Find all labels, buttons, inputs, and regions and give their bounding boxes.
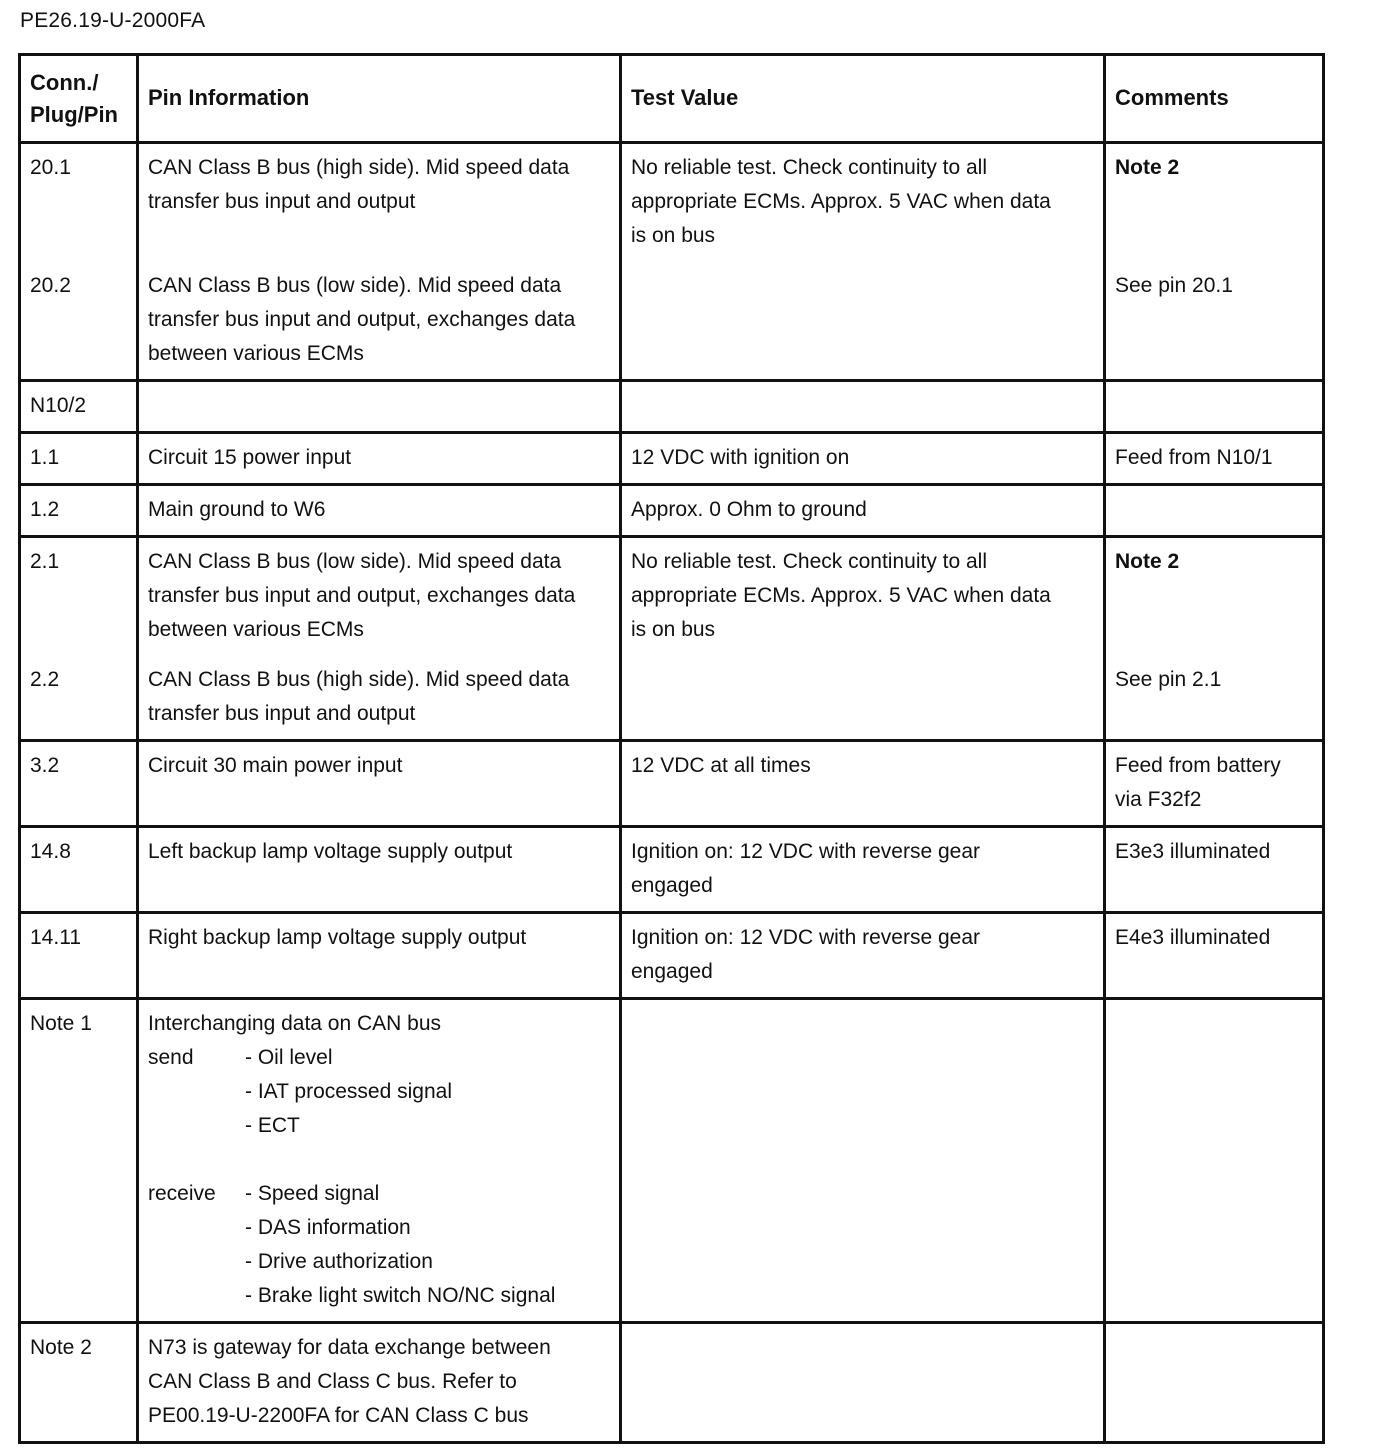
pin-info-cell: Left backup lamp voltage supply output (138, 827, 621, 913)
comments-cell (1105, 143, 1324, 381)
receive-item: - Drive authorization (245, 1250, 433, 1273)
note-line: N73 is gateway for data exchange between (148, 1336, 551, 1359)
pin-cell: 14.8 (20, 827, 138, 913)
pin-info-line: CAN Class B bus (high side). Mid speed data (148, 668, 570, 691)
send-item: - ECT (245, 1114, 300, 1137)
test-value-cell: 12 VDC with ignition on (621, 433, 1105, 485)
comment-text: See pin 20.1 (1115, 274, 1233, 297)
test-value-line: Ignition on: 12 VDC with reverse gear (631, 840, 981, 863)
send-item: - IAT processed signal (245, 1080, 452, 1103)
comments-cell (1105, 1323, 1324, 1443)
comments-cell: E3e3 illuminated (1105, 827, 1324, 913)
test-value-cell (621, 537, 1105, 741)
pin-info-line: CAN Class B bus (low side). Mid speed data (148, 550, 562, 573)
table-row (20, 827, 1324, 913)
note-receive-line (148, 1279, 611, 1313)
pin-info-cell: Main ground to W6 (138, 485, 621, 537)
header-row (20, 55, 1324, 143)
pin-info-line: between various ECMs (148, 618, 364, 641)
receive-label: receive (148, 1182, 216, 1205)
test-value-line: is on bus (631, 224, 716, 247)
test-value-cell (621, 999, 1105, 1323)
pin-info-line: CAN Class B bus (low side). Mid speed data (148, 274, 562, 297)
pin-info-cell: Circuit 30 main power input (138, 741, 621, 827)
test-value-line: is on bus (631, 618, 716, 641)
comments-cell (1105, 999, 1324, 1323)
pin-info-line: transfer bus input and output (148, 190, 416, 213)
comment-text: via F32f2 (1115, 788, 1202, 811)
pin-cell (20, 537, 138, 741)
table-row (20, 433, 1324, 485)
comments-cell (1105, 741, 1324, 827)
test-value-line: No reliable test. Check continuity to all (631, 156, 988, 179)
pin-cell: 3.2 (20, 741, 138, 827)
test-value-cell (621, 1323, 1105, 1443)
header-conn-line1: Conn./ (30, 69, 99, 95)
header-conn-plug-pin (20, 55, 138, 143)
header-test-value: Test Value (621, 55, 1105, 143)
pin-label: 2.2 (30, 668, 60, 691)
table-row (20, 537, 1324, 741)
pin-info-cell: Circuit 15 power input (138, 433, 621, 485)
document-id: PE26.19-U-2000FA (20, 9, 206, 32)
test-value-line: Ignition on: 12 VDC with reverse gear (631, 926, 981, 949)
send-label: send (148, 1046, 194, 1069)
note-send-line (148, 1041, 611, 1075)
pin-cell (20, 143, 138, 381)
test-value-line: appropriate ECMs. Approx. 5 VAC when data (631, 584, 1051, 607)
pin-label: 20.1 (30, 156, 71, 179)
pin-cell: N10/2 (20, 381, 138, 433)
pin-info-line: transfer bus input and output, exchanges data (148, 308, 576, 331)
pin-info-cell (138, 537, 621, 741)
pin-info-line: between various ECMs (148, 342, 364, 365)
test-value-line: engaged (631, 874, 713, 897)
note-receive-line (148, 1177, 611, 1211)
pin-label: 20.2 (30, 274, 71, 297)
table-row (20, 381, 1324, 433)
note-receive-line (148, 1245, 611, 1279)
test-value-cell (621, 913, 1105, 999)
note-send-line (148, 1075, 611, 1109)
send-item: - Oil level (245, 1046, 333, 1069)
pin-cell: 1.1 (20, 433, 138, 485)
test-value-cell (621, 827, 1105, 913)
note-line: CAN Class B and Class C bus. Refer to (148, 1370, 517, 1393)
note-content-cell (138, 999, 621, 1323)
receive-item: - DAS information (245, 1216, 411, 1239)
pin-label: 2.1 (30, 550, 60, 573)
note-label: Note 1 (20, 999, 138, 1323)
pin-cell: 1.2 (20, 485, 138, 537)
pin-information-table (18, 53, 1325, 1444)
table-row (20, 741, 1324, 827)
comment-text: Note 2 (1115, 550, 1180, 573)
pin-info-line: transfer bus input and output, exchanges data (148, 584, 576, 607)
table-row (20, 143, 1324, 381)
note-line: PE00.19-U-2200FA for CAN Class C bus (148, 1404, 529, 1427)
pin-info-cell (138, 143, 621, 381)
note-send-line (148, 1109, 611, 1143)
header-comments: Comments (1105, 55, 1324, 143)
note-receive-line (148, 1211, 611, 1245)
note-title: Interchanging data on CAN bus (148, 1012, 442, 1035)
comments-cell (1105, 537, 1324, 741)
test-value-cell: Approx. 0 Ohm to ground (621, 485, 1105, 537)
header-conn-line2: Plug/Pin (30, 101, 118, 127)
pin-info-line: CAN Class B bus (high side). Mid speed data (148, 156, 570, 179)
receive-item: - Brake light switch NO/NC signal (245, 1284, 556, 1307)
comments-cell (1105, 485, 1324, 537)
receive-item: - Speed signal (245, 1182, 380, 1205)
test-value-line: No reliable test. Check continuity to all (631, 550, 988, 573)
table-row (20, 913, 1324, 999)
test-value-line: engaged (631, 960, 713, 983)
comment-text: Note 2 (1115, 156, 1180, 179)
note-row (20, 999, 1324, 1323)
comments-cell: Feed from N10/1 (1105, 433, 1324, 485)
note-content-cell (138, 1323, 621, 1443)
test-value-cell: 12 VDC at all times (621, 741, 1105, 827)
comments-cell (1105, 381, 1324, 433)
pin-info-line: transfer bus input and output (148, 702, 416, 725)
pin-info-cell: Right backup lamp voltage supply output (138, 913, 621, 999)
pin-info-cell (138, 381, 621, 433)
comment-text: See pin 2.1 (1115, 668, 1222, 691)
comments-cell: E4e3 illuminated (1105, 913, 1324, 999)
note-label: Note 2 (20, 1323, 138, 1443)
pin-cell: 14.11 (20, 913, 138, 999)
header-pin-information: Pin Information (138, 55, 621, 143)
test-value-cell (621, 143, 1105, 381)
table-row (20, 485, 1324, 537)
test-value-line: appropriate ECMs. Approx. 5 VAC when data (631, 190, 1051, 213)
note-row (20, 1323, 1324, 1443)
comment-text: Feed from battery (1115, 754, 1281, 777)
test-value-cell (621, 381, 1105, 433)
